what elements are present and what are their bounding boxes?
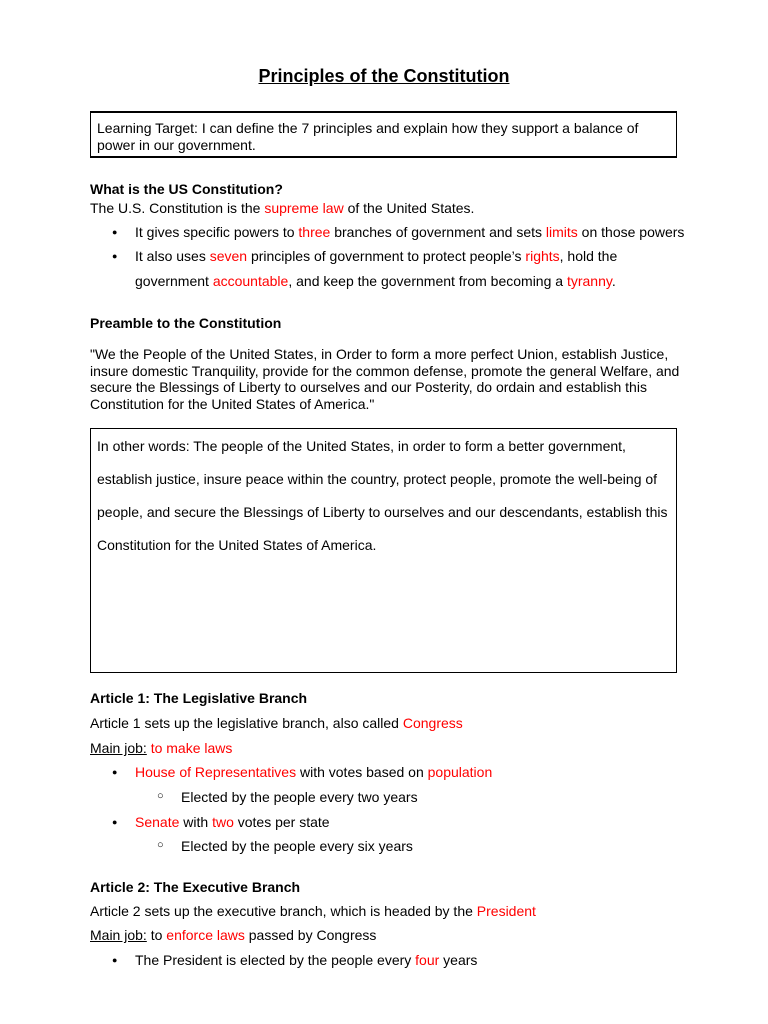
article2-heading: Article 2: The Executive Branch — [90, 879, 301, 895]
learning-target-box: Learning Target: I can define the 7 principles and explain how they support a balance of power in our government. — [90, 111, 677, 158]
other-words-line: establish justice, insure peace within the country, protect people, promote the well-being of — [97, 471, 658, 487]
other-words-line: In other words: The people of the United States, in order to form a better government, — [97, 438, 626, 454]
document-page: Principles of the Constitution Learning Target: I can define the 7 principles and explain how they support a balance of power in our government. What is the US Constitution? The U.S. Constitution is the supreme law of the United States. It gives specific powers to three branches of government and sets limits on those powers It also uses seven principles of government to protect people’s rights, hold the government accountable, and keep the government from becoming a tyranny. Preamble to the Constitution "We the People of the United States, in Order to form a more perfect Union, establish Justice, insure domestic Tranquility, provide for the common defense, promote the general Welfare, and secure the Blessings of Liberty to ourselves and our Posterity, do ordain and establish this Constitution for the United States of America." In other words: The people of the United States, in order to form a better government, establish justice, insure peace within the country, protect people, promote the well-being of people, and secure the Blessings of Liberty to ourselves and our descendants, establish this Constitution for the United States of America. Article 1: The Legislative Branch Article 1 sets up the legislative branch, also called Congress Main job: to make laws House of Representatives with votes based on population Elected by the people every two years Senate with two votes per state Elected by the people every six years Article 2: The Executive Branch Article 2 sets up the executive branch, which is headed by the President Main job: to enforce laws passed by Congress The President is elected by the people every four years — [0, 0, 768, 1024]
what-is-intro: The U.S. Constitution is the supreme law of the United States. — [90, 200, 475, 216]
page-title: Principles of the Constitution — [258, 66, 510, 86]
article1-main-job: Main job: to make laws — [90, 740, 233, 756]
article1-heading: Article 1: The Legislative Branch — [90, 690, 308, 706]
list-item-continuation: government accountable, and keep the government from becoming a tyranny. — [135, 273, 616, 289]
article2-intro: Article 2 sets up the executive branch, which is headed by the President — [90, 903, 536, 919]
article2-main-job: Main job: to enforce laws passed by Congress — [90, 927, 377, 943]
preamble-text: "We the People of the United States, in Order to form a more perfect Union, establish Justice, insure domestic Tranquility, provide for the common defense, promote the general Welfare, and secure the Blessings of Liberty to ourselves and our Posterity, do ordain and establish this Constitution for the United States of America." — [90, 346, 680, 412]
other-words-line: people, and secure the Blessings of Liberty to ourselves and our descendants, establish this — [97, 504, 668, 520]
article1-intro: Article 1 sets up the legislative branch, also called Congress — [90, 715, 463, 731]
in-other-words-box — [90, 428, 677, 673]
other-words-line: Constitution for the United States of America. — [97, 537, 377, 553]
preamble-heading: Preamble to the Constitution — [90, 315, 282, 331]
what-is-heading: What is the US Constitution? — [90, 181, 283, 197]
